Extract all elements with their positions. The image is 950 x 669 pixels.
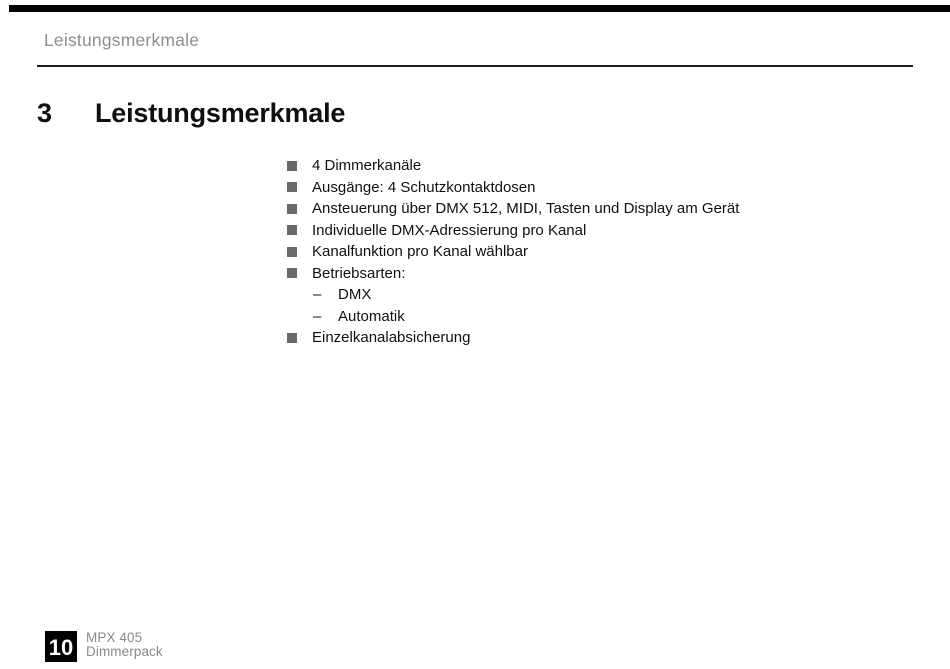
dash-bullet: –: [313, 307, 322, 325]
list-item: [287, 177, 807, 199]
dash-bullet: –: [313, 286, 322, 303]
footer-product-info: [86, 631, 163, 659]
list-item-text: Ausgänge: 4 Schutzkontaktdosen: [312, 178, 536, 196]
list-item-text: Individuelle DMX-Adressierung pro Kanal: [312, 221, 587, 239]
square-bullet-icon: [287, 247, 297, 257]
list-item-text: Betriebsarten:: [312, 264, 406, 282]
product-name: Dimmerpack: [86, 643, 163, 659]
page-number-box: [45, 631, 77, 662]
list-subitem: [287, 306, 807, 328]
section-title: Leistungsmerkmale: [95, 98, 346, 128]
square-bullet-icon: [287, 204, 297, 214]
running-header: [44, 30, 199, 50]
running-header-title: Leistungsmerkmale: [44, 30, 200, 50]
list-item: [287, 327, 807, 349]
square-bullet-icon: [287, 225, 297, 235]
section-number: 3: [37, 98, 52, 128]
square-bullet-icon: [287, 333, 297, 343]
list-item: [287, 241, 807, 263]
square-bullet-icon: [287, 161, 297, 171]
list-item-text: Ansteuerung über DMX 512, MIDI, Tasten und Display am Gerät: [312, 200, 740, 217]
page-number: 10: [48, 634, 74, 660]
square-bullet-icon: [287, 268, 297, 278]
list-item: [287, 220, 807, 242]
list-item-text: Kanalfunktion pro Kanal wählbar: [312, 243, 528, 260]
list-item-text: 4 Dimmerkanäle: [312, 157, 422, 174]
square-bullet-icon: [287, 182, 297, 192]
top-rule-bar: [9, 5, 950, 12]
list-subitem-text: DMX: [338, 286, 372, 303]
section-heading: [37, 99, 345, 127]
list-subitem-text: Automatik: [338, 307, 405, 325]
list-item-text: Einzelkanalabsicherung: [312, 329, 471, 346]
list-item: [287, 263, 807, 285]
list-subitem: [287, 284, 807, 306]
header-rule: [37, 65, 913, 67]
feature-list: [287, 155, 807, 349]
list-item: [287, 155, 807, 177]
list-item: [287, 198, 807, 220]
product-model: MPX 405: [86, 630, 143, 645]
